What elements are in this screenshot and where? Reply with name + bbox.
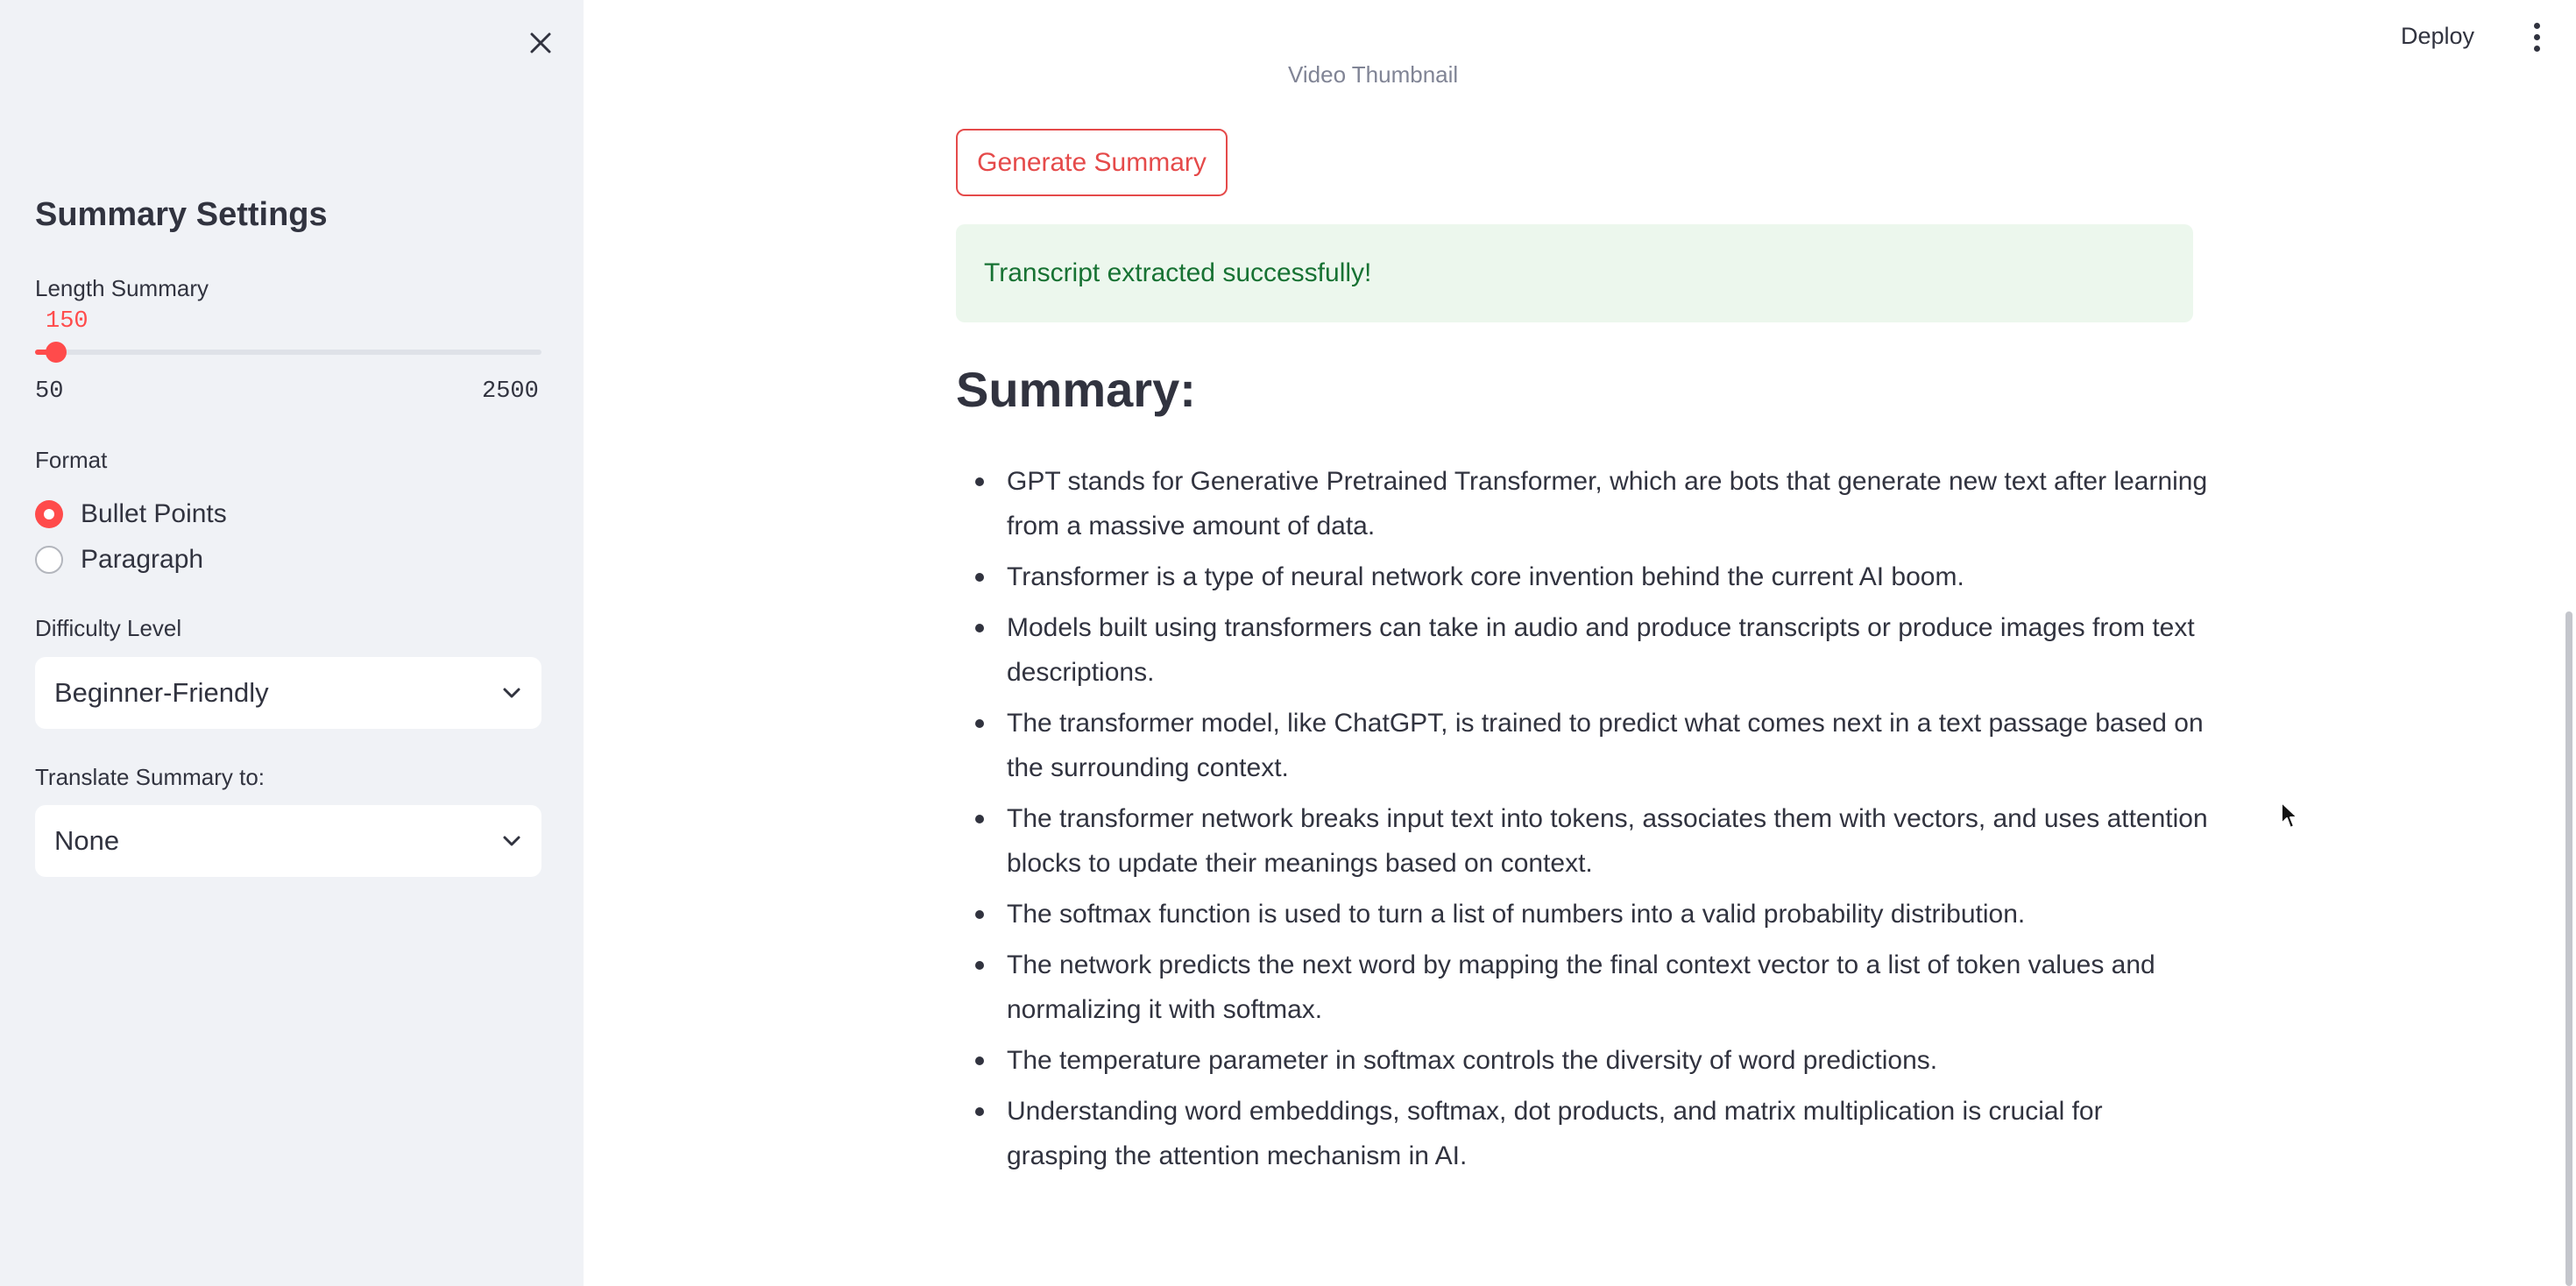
summary-list-item: Models built using transformers can take in audio and produce transcripts or produce images from text descriptions. bbox=[1007, 605, 2209, 695]
slider-max-label: 2500 bbox=[482, 378, 539, 405]
radio-label: Paragraph bbox=[81, 545, 204, 574]
sidebar bbox=[0, 0, 584, 1286]
radio-label: Bullet Points bbox=[81, 499, 227, 528]
summary-list-item: The network predicts the next word by mapping the final context vector to a list of token values and normalizing it with softmax. bbox=[1007, 943, 2209, 1032]
chevron-down-icon bbox=[501, 834, 522, 848]
slider-min-label: 50 bbox=[35, 378, 64, 405]
mouse-cursor-icon bbox=[2280, 801, 2299, 830]
radio-button[interactable] bbox=[35, 500, 63, 528]
length-slider[interactable] bbox=[35, 350, 541, 355]
main-menu-button[interactable] bbox=[2523, 19, 2550, 54]
radio-bullet-points[interactable] bbox=[35, 499, 227, 529]
radio-paragraph[interactable] bbox=[35, 545, 203, 575]
success-alert bbox=[956, 224, 2193, 322]
sidebar-title: Summary Settings bbox=[35, 196, 328, 233]
chevron-down-icon bbox=[501, 686, 522, 700]
slider-current-value: 150 bbox=[46, 308, 88, 335]
video-thumbnail-caption bbox=[1288, 58, 1481, 89]
radio-button[interactable] bbox=[35, 546, 63, 574]
slider-thumb[interactable] bbox=[46, 342, 67, 363]
generate-summary-button[interactable]: Generate Summary bbox=[956, 129, 1228, 196]
summary-list bbox=[956, 459, 2209, 1184]
deploy-button[interactable]: Deploy bbox=[2401, 23, 2475, 49]
summary-list-item: The softmax function is used to turn a list of numbers into a valid probability distribution. bbox=[1007, 892, 2209, 936]
summary-list-item: Transformer is a type of neural network core invention behind the current AI boom. bbox=[1007, 555, 2209, 599]
video-thumbnail-caption-text: Video Thumbnail bbox=[1288, 61, 1459, 88]
menu-dot bbox=[2534, 46, 2540, 52]
success-message: Transcript extracted successfully! bbox=[984, 258, 1372, 287]
close-sidebar-button[interactable] bbox=[522, 25, 559, 61]
translate-select[interactable] bbox=[35, 805, 541, 877]
difficulty-select-value: Beginner-Friendly bbox=[54, 677, 269, 708]
summary-list-item: GPT stands for Generative Pretrained Transformer, which are bots that generate new text after learning from a massive amount of data. bbox=[1007, 459, 2209, 548]
difficulty-select[interactable] bbox=[35, 657, 541, 729]
summary-list-item: The transformer model, like ChatGPT, is trained to predict what comes next in a text passage based on the surrounding context. bbox=[1007, 701, 2209, 790]
close-icon bbox=[529, 32, 552, 54]
summary-list-item: The temperature parameter in softmax controls the diversity of word predictions. bbox=[1007, 1038, 2209, 1083]
translate-select-value: None bbox=[54, 825, 120, 856]
menu-dot bbox=[2534, 34, 2540, 40]
difficulty-level-label: Difficulty Level bbox=[35, 615, 182, 641]
translate-summary-label: Translate Summary to: bbox=[35, 764, 265, 790]
format-label: Format bbox=[35, 447, 108, 473]
length-summary-label: Length Summary bbox=[35, 275, 209, 301]
summary-list-item: Understanding word embeddings, softmax, dot products, and matrix multiplication is crucial for grasping the attention mechanism in AI. bbox=[1007, 1089, 2209, 1178]
summary-heading: Summary: bbox=[956, 362, 1196, 417]
summary-list-item: The transformer network breaks input text into tokens, associates them with vectors, and uses attention blocks to update their meanings based on context. bbox=[1007, 796, 2209, 886]
more-vertical-icon bbox=[2534, 23, 2540, 29]
scrollbar[interactable] bbox=[2565, 611, 2572, 1286]
